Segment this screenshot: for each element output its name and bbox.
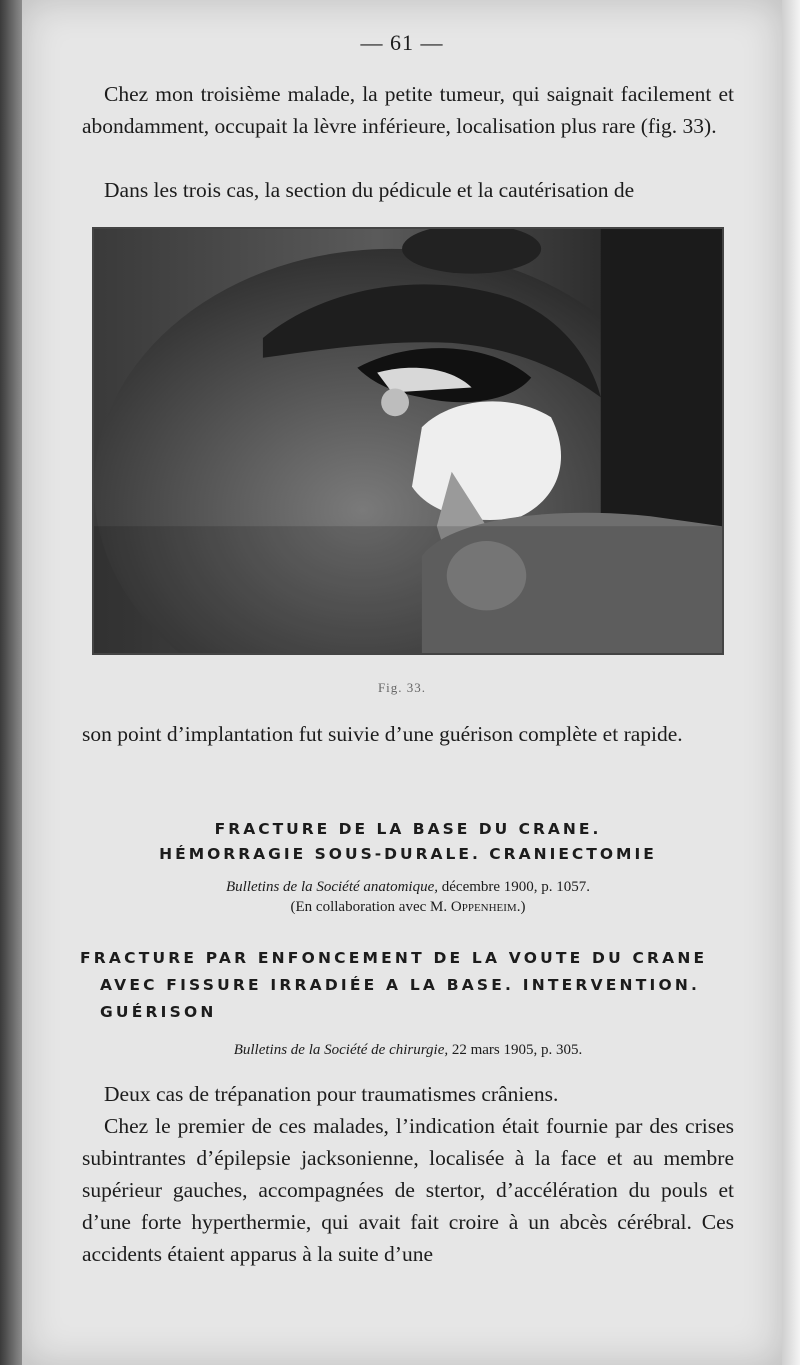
section2-ref-details: 22 mars 1905, p. 305. [448,1042,583,1058]
section1-title-line1: FRACTURE DE LA BASE DU CRANE. [214,820,602,838]
page-left-shadow [0,0,22,1365]
paragraph-two-cases: Deux cas de trépanation pour traumatismes crâniens. [104,1082,559,1106]
paragraph-first-patient: Chez le premier de ces malades, l’indication était fournie par des crises subintrantes d’épilepsie jacksonienne, localisée à la face et au membre supérieur gauches, accompagnées de stertor, d’accélération du pouls et d’une forte hyperthermie, qui avait fait croire à un abcès cérébral. Ces accidents étaient apparus à la suite d’une [82,1114,734,1266]
section1-ref-journal: Bulletins de la Société anatomique, [225,879,438,895]
section2-title-line2: AVEC FISSURE IRRADIÉE A LA BASE. INTERVENTION. [100,976,701,994]
page-right-edge [782,0,800,1365]
book-page [22,0,782,1365]
collab-prefix: (En collaboration avec M. [290,899,451,915]
paragraph-three-cases: Dans les trois cas, la section du pédicule et la cautérisation de [104,178,635,202]
figure-photograph [92,227,724,655]
collab-suffix: .) [516,899,526,915]
section1-collaboration [82,897,734,917]
figure-caption: Fig. 33. [377,680,427,695]
section2-reference [82,1040,734,1060]
collab-name: Oppenheim [450,899,517,915]
paragraph-healing: son point d’implantation fut suivie d’une guérison complète et rapide. [82,722,683,746]
section1-ref-details: décembre 1900, p. 1057. [438,879,591,895]
section2-title-line1: FRACTURE PAR ENFONCEMENT DE LA VOUTE DU CRANE [80,949,708,967]
section2-ref-journal: Bulletins de la Société de chirurgie, [233,1042,449,1058]
section1-reference [82,877,734,897]
section2-title-line3: GUÉRISON [100,1003,217,1021]
lip-tumor-photo [94,229,722,653]
paragraph-tumor-case: Chez mon troisième malade, la petite tumeur, qui saignait facilement et abondamment, occupait la lèvre inférieure, localisation plus rare (fig. 33). [82,82,734,138]
page-number: — 61 — [360,30,444,55]
section1-title-line2: HÉMORRAGIE SOUS-DURALE. CRANIECTOMIE [159,845,657,863]
